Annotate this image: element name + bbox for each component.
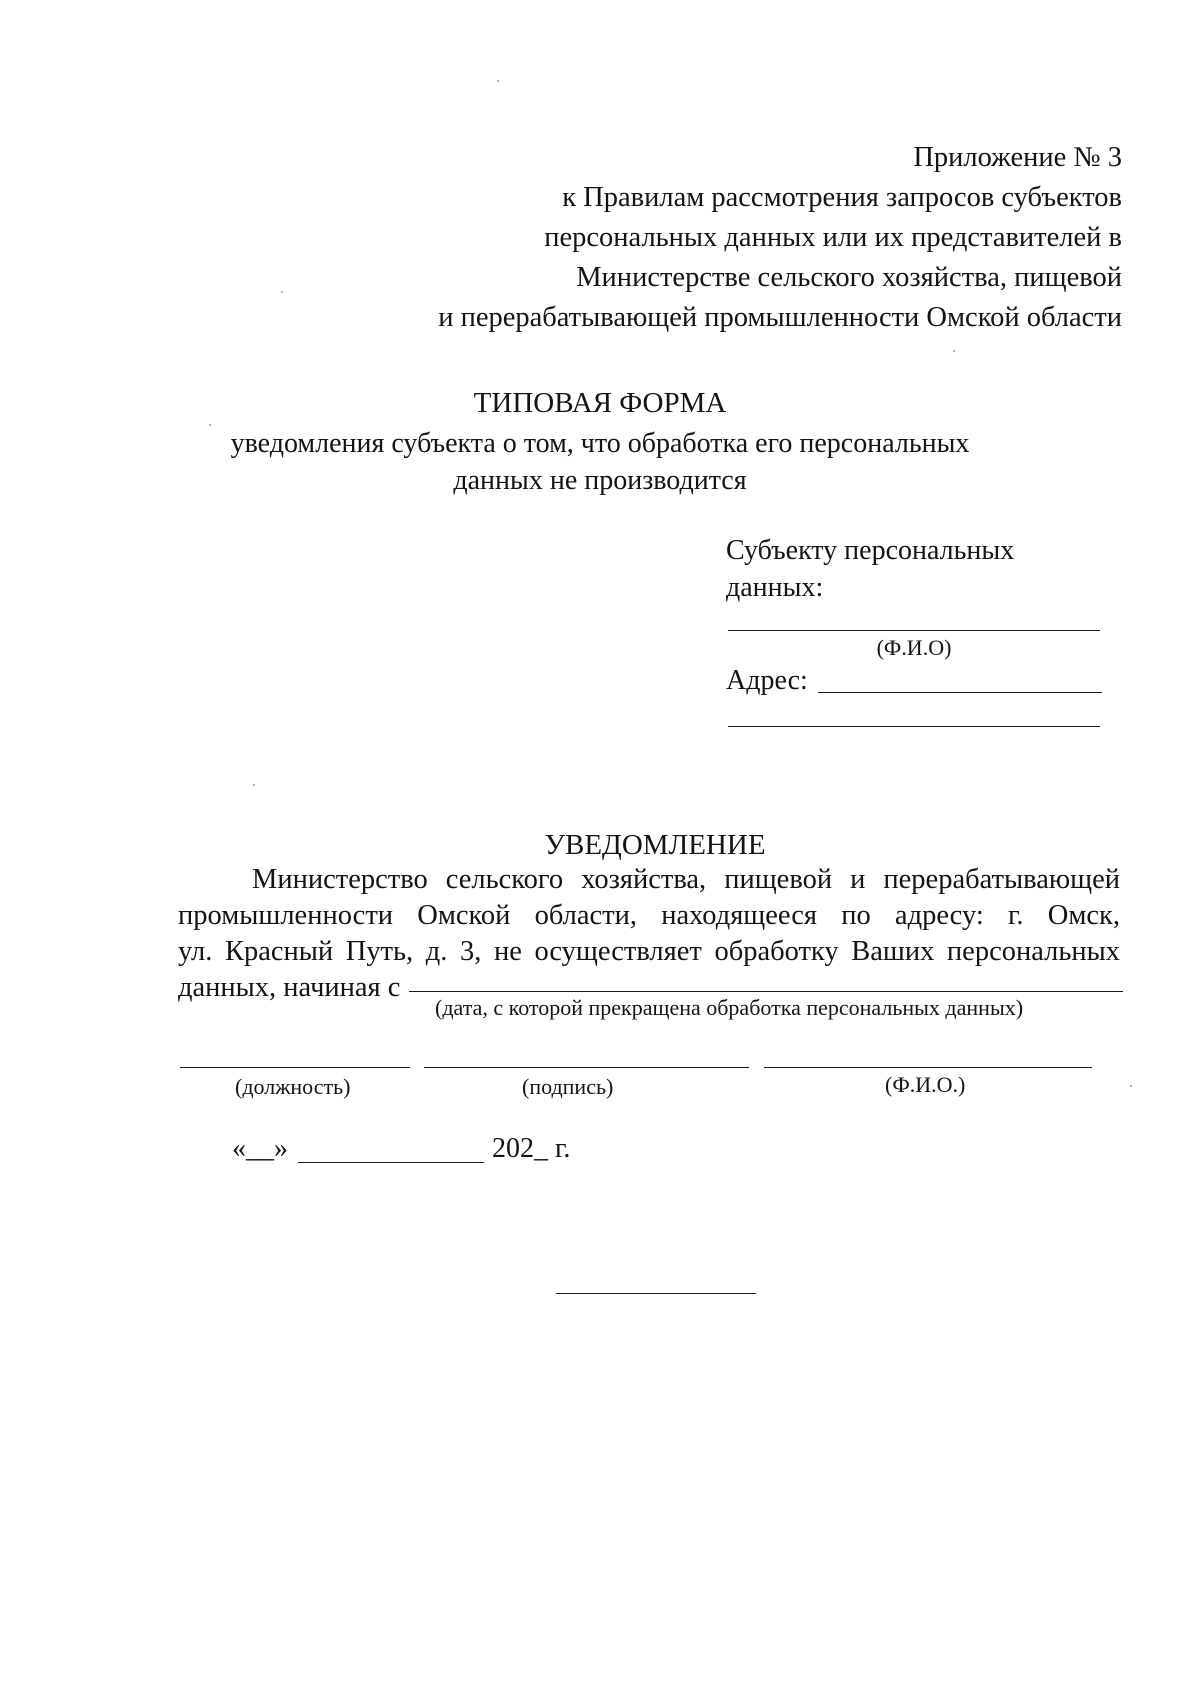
- addressee-label-line1: Субъекту персональных: [726, 535, 1015, 566]
- addressee-name-line: [728, 630, 1100, 631]
- address-line-1: [818, 692, 1102, 693]
- scan-speck: [497, 80, 499, 82]
- appendix-line: и перерабатывающей промышленности Омской области: [438, 302, 1122, 333]
- notice-date-line: [409, 991, 1123, 992]
- scan-speck: [209, 424, 211, 426]
- scan-speck: [281, 291, 283, 293]
- fio-caption: (Ф.И.О.): [885, 1072, 966, 1097]
- form-title: ТИПОВАЯ ФОРМА: [473, 387, 727, 419]
- signature-caption: (подпись): [522, 1074, 614, 1099]
- notice-line2: промышленности Омской области, находящееся по адресу: г. Омск,: [178, 900, 1120, 931]
- address-label: Адрес:: [726, 665, 808, 696]
- notice-line1: Министерство сельского хозяйства, пищевой и перерабатывающей: [252, 864, 1120, 895]
- appendix-line: персональных данных или их представителей в: [544, 222, 1122, 253]
- appendix-line: Министерстве сельского хозяйства, пищевой: [576, 262, 1122, 293]
- form-subtitle-line1: уведомления субъекта о том, что обработка его персональных: [230, 428, 970, 459]
- date-year: 202_ г.: [492, 1133, 571, 1164]
- signature-line: [424, 1067, 749, 1068]
- scan-speck: [953, 350, 955, 352]
- date-month-line: [298, 1162, 484, 1163]
- appendix-line: к Правилам рассмотрения запросов субъектов: [562, 182, 1122, 213]
- date-day: «__»: [232, 1133, 288, 1164]
- addressee-label-line2: данных:: [726, 572, 824, 603]
- form-subtitle-line2: данных не производится: [453, 465, 747, 496]
- notice-line3: ул. Красный Путь, д. 3, не осуществляет обработку Ваших персональных: [178, 936, 1120, 967]
- appendix-header: [438, 138, 1122, 338]
- scan-speck: [253, 784, 255, 786]
- fio-line: [764, 1067, 1092, 1068]
- appendix-title: Приложение № 3: [913, 142, 1122, 173]
- notice-date-caption: (дата, с которой прекращена обработка персональных данных): [435, 995, 1024, 1020]
- scan-speck: [1130, 1085, 1132, 1087]
- position-caption: (должность): [235, 1074, 351, 1099]
- notice-body: [178, 862, 1120, 970]
- position-line: [180, 1067, 410, 1068]
- address-line-2: [728, 726, 1100, 727]
- notice-title: УВЕДОМЛЕНИЕ: [544, 829, 766, 861]
- notice-line4: данных, начиная с: [178, 972, 401, 1003]
- addressee-name-caption: (Ф.И.О): [876, 635, 952, 660]
- closing-separator: [556, 1293, 756, 1294]
